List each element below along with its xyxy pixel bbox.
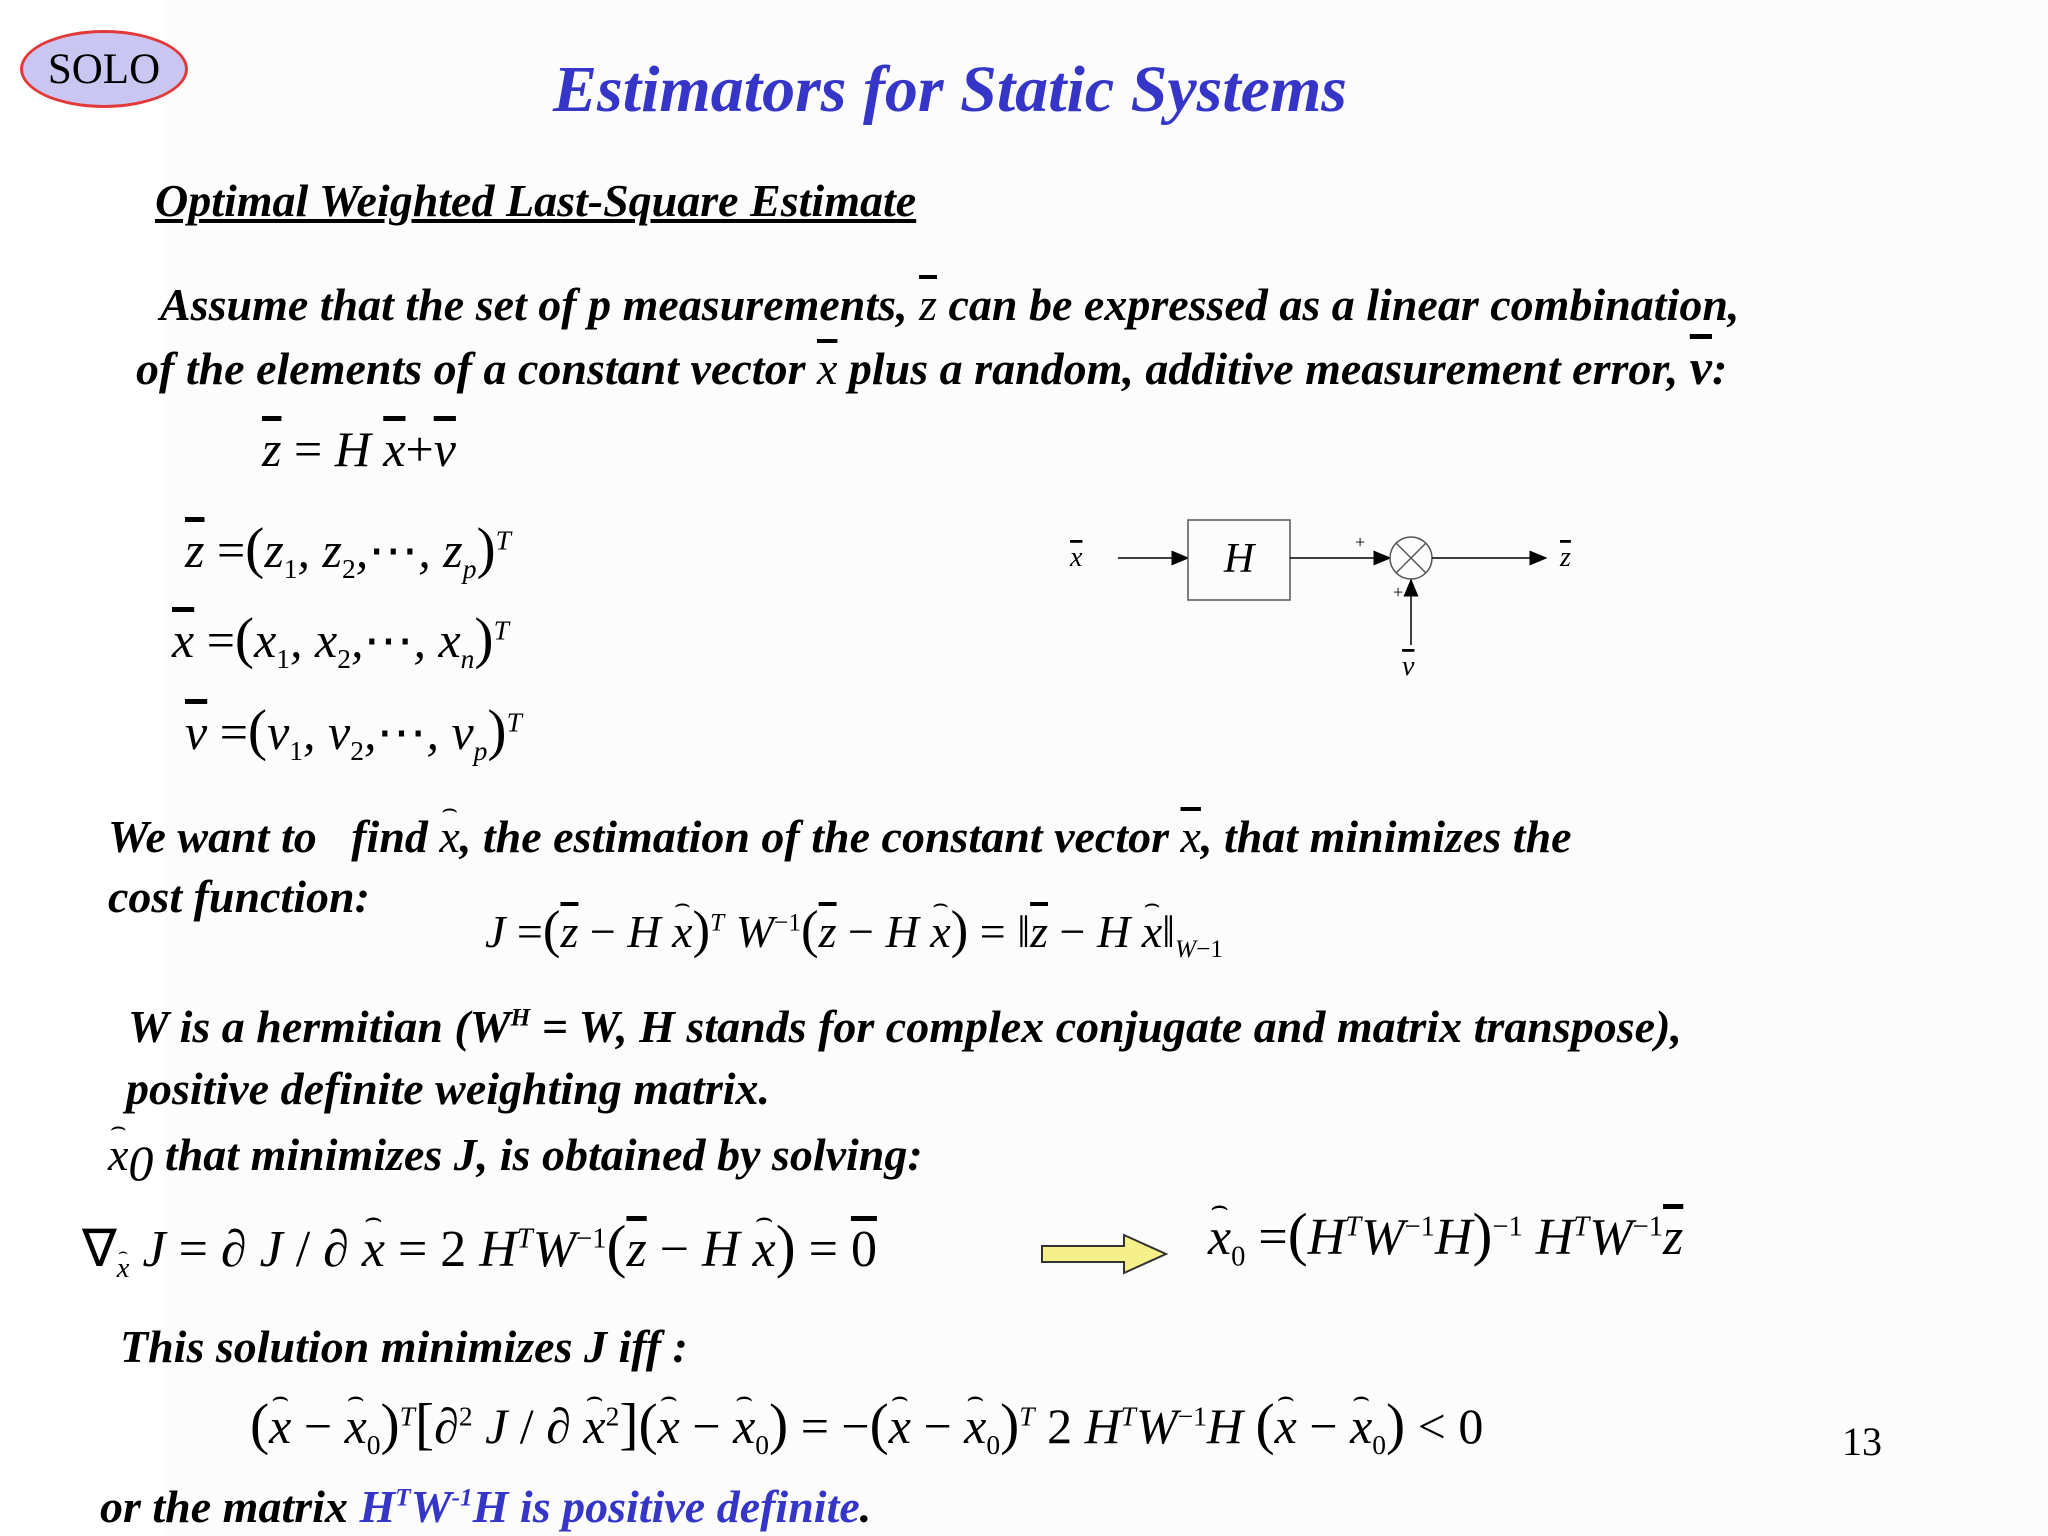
page-number: 13 [1842,1419,1882,1464]
positive-definite-statement [359,1481,859,1532]
condition-text: or the matrix [100,1481,360,1532]
gradient-equation: ∇⌢ $_x$ J = ∂ J / ∂ ⌢ x = 2 $H^TW^{-1}(\overline{z} - H$ ⌢ x) = 0 [82,1212,877,1285]
find-text: , the estimation of the constant vector [459,811,1170,862]
condition-line-2 [100,1480,871,1533]
h-block-label: H [1223,536,1255,582]
solution-equation: ⌢ $x_0 =(H^TW^{-1}H)^{-1}$ $H^TW^{-1}\overline{z}$ [1208,1200,1683,1273]
intro-line-2 [136,338,1727,396]
h-symbol: H [359,1481,396,1532]
equation-x-components: $\overline{x} =(x_1$, $x_2,\cdots$, $x_n)^T$ [172,607,509,674]
superscript-minus-one: -1 [451,1483,473,1512]
v-vector: $\overline{v}$ [1689,339,1712,395]
hermitian-text: that minimizes J, is obtained by solving: [153,1129,923,1180]
intro-text: plus a random, additive measurement error, [848,343,1679,394]
x-vector: $\overline{x}$ [816,343,838,394]
superscript-h: H [510,1003,531,1032]
x-vector: $\overline{x}$ [1180,811,1201,862]
intro-text: of the elements of a constant vector [136,343,806,394]
condition-line-1: This solution minimizes J iff : [120,1321,688,1372]
diagram-output-label: z [1560,542,1571,573]
cost-function-equation: $J =(\overline{z} - H$ ⌢ x)$^T$ $W^{-1}(\overline{z} - H$ ⌢ $x) = ‖\overline{z} - H$ ⌢ $x‖_{W-1}$ [485,900,1223,964]
find-text: We want to [108,811,317,862]
w-symbol: W [410,1481,452,1532]
intro-text: can be expressed as a linear combination, [948,279,1740,330]
hermitian-line-3 [108,1128,923,1192]
plus-sign-top: + [1355,532,1366,552]
find-line-1 [108,810,1572,863]
slide-title: Estimators for Static Systems [553,53,1347,126]
implies-arrow [1040,1232,1170,1276]
intro-line-1 [160,278,1739,331]
find-text: , that minimizes the [1200,811,1572,862]
colon: : [1711,343,1728,394]
x-hat: ⌢ x [439,810,459,863]
measurement-block-diagram [1060,500,1620,700]
section-heading: Optimal Weighted Last-Square Estimate [155,175,917,226]
diagram-noise-label: v [1402,651,1415,682]
superscript-t: T [395,1483,411,1512]
logo-text: SOLO [47,45,161,93]
hermitian-text: W is a hermitian (W [128,1001,511,1052]
z-vector: $\overline{z}$ [919,279,937,330]
plus-sign-bottom: + [1393,582,1404,602]
equation-v-components: $\overline{v} =(v_1$, $v_2,\cdots$, $v_p)^T$ [185,699,522,766]
diagram-input-label: x [1070,542,1083,573]
equation-z-components: $\overline{z} =(z_1$, $z_2,\cdots$, $z_p)^T$ [185,517,511,584]
find-line-2: cost function: [108,871,370,922]
intro-text: Assume that the set of p measurements, [160,279,908,330]
hermitian-text: = W, H stands for complex conjugate and matrix transpose), [530,1001,1682,1052]
equation-model: $\overline{z} = H$ $\overline{x}+\overline{v}$ [262,421,456,477]
find-text: find [351,811,428,862]
subscript-zero: 0 [128,1135,154,1192]
positive-definite-text: H is positive definite [472,1481,860,1532]
hessian-condition-equation: (⌢ x − ⌢ $x_0)^T[\partial^2$ J / ∂ ⌢ $x^2](⌢$ x − ⌢ $x_0$) = −(⌢ x − ⌢ $x_0)^T$ 2 $H^TW^{-1}H$ (⌢ x − ⌢ $x_0) < 0$ [250,1392,1483,1461]
x-hat-zero: ⌢ x [108,1128,128,1181]
hermitian-line-1 [128,1000,1682,1053]
hermitian-line-2: positive definite weighting matrix. [126,1063,770,1114]
period: . [859,1481,872,1532]
slide-background [165,0,2048,1536]
